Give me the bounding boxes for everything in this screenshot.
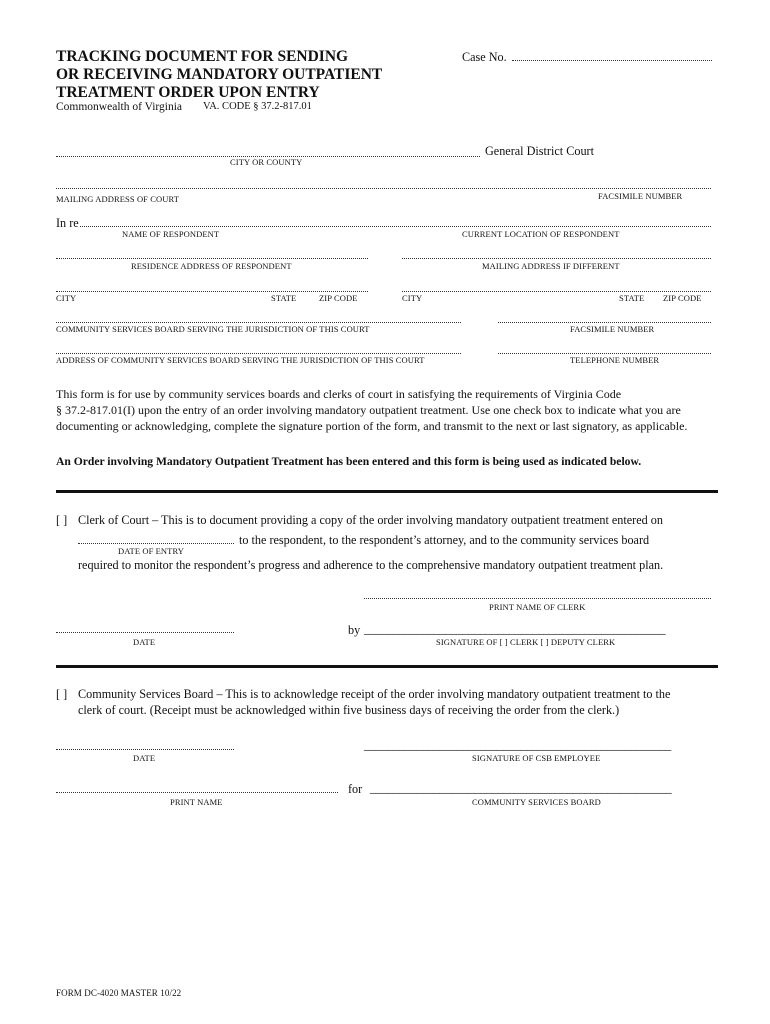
commonwealth-label: Commonwealth of Virginia — [56, 101, 183, 113]
csb-name-line[interactable]: ____________________________________________________ — [370, 781, 672, 795]
csb-date-caption: DATE — [133, 753, 156, 763]
csb-serving-line — [56, 322, 461, 323]
city-state-zip-input-2[interactable] — [404, 278, 709, 290]
residence-input[interactable] — [58, 245, 366, 257]
section-divider-1 — [56, 490, 718, 493]
court-fax-caption: FACSIMILE NUMBER — [598, 191, 683, 201]
title-line-1: TRACKING DOCUMENT FOR SENDING — [56, 48, 349, 65]
zip-caption-1: ZIP CODE — [319, 293, 358, 303]
csb-address-input[interactable] — [58, 340, 458, 352]
date-of-entry-caption: DATE OF ENTRY — [118, 546, 184, 556]
csb-address-line — [56, 353, 461, 354]
mailing-diff-input[interactable] — [404, 245, 709, 257]
csb-serving-caption: COMMUNITY SERVICES BOARD SERVING THE JURISDICTION OF THIS COURT — [56, 324, 370, 334]
residence-caption: RESIDENCE ADDRESS OF RESPONDENT — [131, 261, 292, 271]
section-divider-2 — [56, 665, 718, 668]
clerk-signature-caption: SIGNATURE OF [ ] CLERK [ ] DEPUTY CLERK — [436, 637, 616, 647]
respondent-name-caption: NAME OF RESPONDENT — [122, 229, 220, 239]
city-line-1 — [56, 291, 368, 292]
clerk-print-name-caption: PRINT NAME OF CLERK — [489, 602, 586, 612]
clerk-date-input[interactable] — [58, 619, 232, 631]
instructions-line-2: § 37.2-817.01(I) upon the entry of an order involving mandatory outpatient treatment. Use one check box to indicate what you are — [56, 403, 681, 417]
respondent-name-input[interactable] — [84, 213, 444, 225]
csb-signature-caption: SIGNATURE OF CSB EMPLOYEE — [472, 753, 601, 763]
csb-checkbox[interactable]: [ ] — [56, 687, 68, 701]
city-line-2 — [402, 291, 711, 292]
date-of-entry-input[interactable] — [80, 530, 232, 542]
instructions-line-3: documenting or acknowledging, complete the signature portion of the form, and transmit to the next or last signatory, as applicable. — [56, 419, 688, 433]
clerk-line-2: to the respondent, to the respondent’s attorney, and to the community services board — [239, 533, 650, 547]
mailing-diff-caption: MAILING ADDRESS IF DIFFERENT — [482, 261, 620, 271]
csb-name-caption: COMMUNITY SERVICES BOARD — [472, 797, 601, 807]
clerk-date-line — [56, 632, 234, 633]
csb-fax-line — [498, 322, 711, 323]
mailing-diff-line — [402, 258, 711, 259]
zip-caption-2: ZIP CODE — [663, 293, 702, 303]
csb-date-input[interactable] — [58, 736, 232, 748]
city-state-zip-input-1[interactable] — [58, 278, 366, 290]
case-no-input[interactable] — [514, 48, 710, 60]
csb-address-caption: ADDRESS OF COMMUNITY SERVICES BOARD SERVING THE JURISDICTION OF THIS COURT — [56, 355, 425, 365]
csb-fax-input[interactable] — [500, 309, 709, 321]
in-re-line — [80, 226, 711, 227]
csb-print-name-caption: PRINT NAME — [170, 797, 223, 807]
case-no-line — [512, 60, 712, 61]
title-line-2: OR RECEIVING MANDATORY OUTPATIENT — [56, 66, 383, 83]
city-county-input[interactable] — [58, 143, 478, 155]
instructions-line-1: This form is for use by community services boards and clerks of court in satisfying the requirements of Virginia Code — [56, 387, 622, 401]
state-caption-1: STATE — [271, 293, 297, 303]
city-caption-1: CITY — [56, 293, 77, 303]
form-number: FORM DC-4020 MASTER 10/22 — [56, 988, 182, 998]
date-of-entry-line — [78, 543, 234, 544]
in-re-label: In re — [56, 216, 79, 230]
csb-print-name-line — [56, 792, 338, 793]
csb-phone-caption: TELEPHONE NUMBER — [570, 355, 660, 365]
city-county-caption: CITY OR COUNTY — [230, 157, 303, 167]
case-no-label: Case No. — [462, 50, 507, 64]
mailing-address-line — [56, 188, 711, 189]
respondent-location-input[interactable] — [452, 213, 708, 225]
by-label: by — [348, 623, 361, 637]
title-line-3: TREATMENT ORDER UPON ENTRY — [56, 84, 320, 101]
form-title — [56, 48, 382, 102]
mailing-address-caption: MAILING ADDRESS OF COURT — [56, 194, 180, 204]
csb-print-name-input[interactable] — [58, 779, 336, 791]
state-caption-2: STATE — [619, 293, 645, 303]
csb-phone-line — [498, 353, 711, 354]
csb-serving-input[interactable] — [58, 309, 458, 321]
mailing-address-input[interactable] — [58, 175, 558, 187]
va-code-label: VA. CODE § 37.2-817.01 — [203, 101, 312, 112]
clerk-line-3: required to monitor the respondent’s progress and adherence to the comprehensive mandatory outpatient treatment plan. — [78, 558, 664, 572]
csb-line-2: clerk of court. (Receipt must be acknowledged within five business days of receiving the order from the clerk.) — [78, 703, 620, 717]
csb-date-line — [56, 749, 234, 750]
clerk-print-name-line — [364, 598, 711, 599]
csb-signature-line[interactable]: _____________________________________________________ — [364, 738, 672, 752]
residence-line — [56, 258, 368, 259]
csb-phone-input[interactable] — [500, 340, 709, 352]
for-label: for — [348, 782, 363, 796]
general-district-court-label: General District Court — [485, 144, 594, 158]
clerk-print-name-input[interactable] — [366, 585, 709, 597]
clerk-checkbox[interactable]: [ ] — [56, 513, 68, 527]
instructions — [56, 386, 687, 434]
city-caption-2: CITY — [402, 293, 423, 303]
clerk-signature-line[interactable]: ____________________________________________________ — [364, 622, 666, 636]
csb-line-1: Community Services Board – This is to acknowledge receipt of the order involving mandatory outpatient treatment to the — [78, 687, 671, 701]
csb-fax-caption: FACSIMILE NUMBER — [570, 324, 655, 334]
clerk-date-caption: DATE — [133, 637, 156, 647]
current-location-caption: CURRENT LOCATION OF RESPONDENT — [462, 229, 620, 239]
clerk-line-1: Clerk of Court – This is to document providing a copy of the order involving mandatory outpatient treatment entered on — [78, 513, 663, 527]
order-statement: An Order involving Mandatory Outpatient Treatment has been entered and this form is being used as indicated below. — [56, 455, 642, 468]
